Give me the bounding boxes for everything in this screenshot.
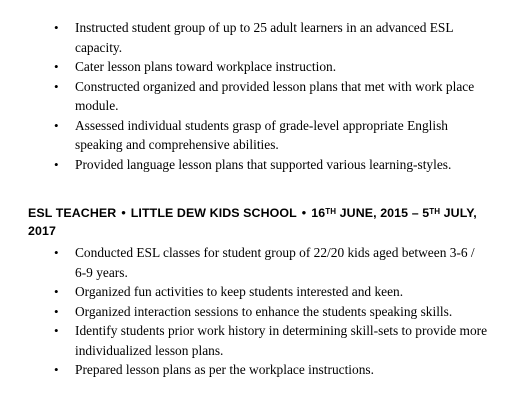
heading-separator: • (301, 206, 307, 220)
bullet-icon: • (54, 284, 59, 299)
list-item-text: Instructed student group of up to 25 adult learners in an advanced ESL capacity. (75, 20, 454, 55)
start-day: 16 (311, 206, 326, 220)
job-heading (28, 204, 498, 240)
responsibilities-list-previous-job (0, 18, 529, 174)
list-item-text: Prepared lesson plans as per the workplace instructions. (75, 362, 374, 377)
bullet-icon: • (54, 59, 59, 74)
heading-separator: • (121, 206, 126, 220)
list-item-text: Conducted ESL classes for student group of 22/20 kids aged between 3-6 / 6-9 years. (75, 245, 475, 280)
list-item-text: Organized interaction sessions to enhance the students speaking skills. (75, 303, 453, 319)
list-item (0, 155, 529, 175)
bullet-icon: • (54, 362, 59, 377)
job-title: ESL TEACHER (28, 206, 117, 220)
list-item (0, 116, 529, 155)
bullet-icon: • (54, 78, 59, 94)
list-item (0, 57, 529, 77)
bullet-icon: • (54, 323, 59, 338)
list-item-text: Provided language lesson plans that supported various learning-styles. (75, 156, 452, 172)
end-day-suffix: TH (429, 207, 441, 216)
list-item (0, 77, 529, 116)
bullet-icon: • (54, 20, 59, 35)
start-day-suffix: TH (325, 207, 337, 216)
bullet-icon: • (54, 303, 59, 319)
list-item (0, 18, 529, 57)
list-item (0, 360, 529, 380)
bullet-icon: • (54, 156, 59, 172)
employer-name: LITTLE DEW KIDS SCHOOL (130, 206, 297, 220)
list-item-text: Cater lesson plans toward workplace instruction. (75, 59, 337, 74)
start-month-year: JUNE, 2015 – (339, 206, 419, 220)
list-item-text: Identify students prior work history in determining skill-sets to provide more individualized lesson plans. (75, 323, 488, 358)
bullet-icon: • (54, 245, 59, 260)
end-day: 5 (422, 206, 430, 220)
list-item (0, 302, 529, 322)
list-item-text: Organized fun activities to keep students interested and keen. (75, 284, 404, 299)
end-month-year: JULY, 2017 (28, 206, 477, 238)
list-item (0, 243, 529, 282)
responsibilities-list-esl-teacher (0, 243, 529, 380)
list-item-text: Constructed organized and provided lesson plans that met with work place module. (75, 78, 475, 113)
list-item (0, 282, 529, 302)
list-item-text: Assessed individual students grasp of grade-level appropriate English speaking and comprehensive abilities. (75, 117, 448, 152)
bullet-icon: • (54, 117, 59, 133)
list-item (0, 321, 529, 360)
